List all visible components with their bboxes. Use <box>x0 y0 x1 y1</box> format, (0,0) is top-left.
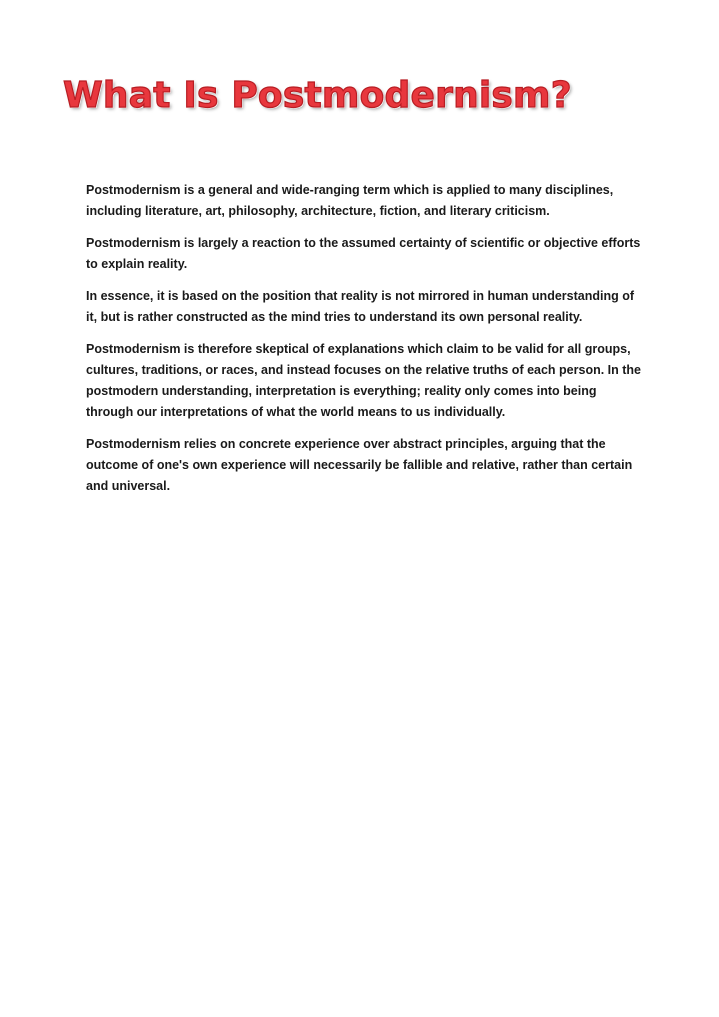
document-title: What Is Postmodernism? <box>63 75 572 116</box>
paragraph-2: Postmodernism is largely a reaction to the assumed certainty of scientific or objective efforts to explain reality. <box>86 236 641 271</box>
paragraph-5: Postmodernism relies on concrete experience over abstract principles, arguing that the outcome of one's own experience will necessarily be fallible and relative, rather than certain and universal. <box>86 437 633 493</box>
paragraph-1: Postmodernism is a general and wide-ranging term which is applied to many disciplines, including literature, art, philosophy, architecture, fiction, and literary criticism. <box>86 183 614 218</box>
document-body <box>86 180 646 508</box>
paragraph-3: In essence, it is based on the position that reality is not mirrored in human understanding of it, but is rather constructed as the mind tries to understand its own personal reality. <box>86 289 634 324</box>
paragraph-4: Postmodernism is therefore skeptical of explanations which claim to be valid for all groups, cultures, traditions, or races, and instead focuses on the relative truths of each person. In the postmodern understanding, interpretation is everything; reality only comes into being through our interpretations of what the world means to us individually. <box>86 342 641 419</box>
